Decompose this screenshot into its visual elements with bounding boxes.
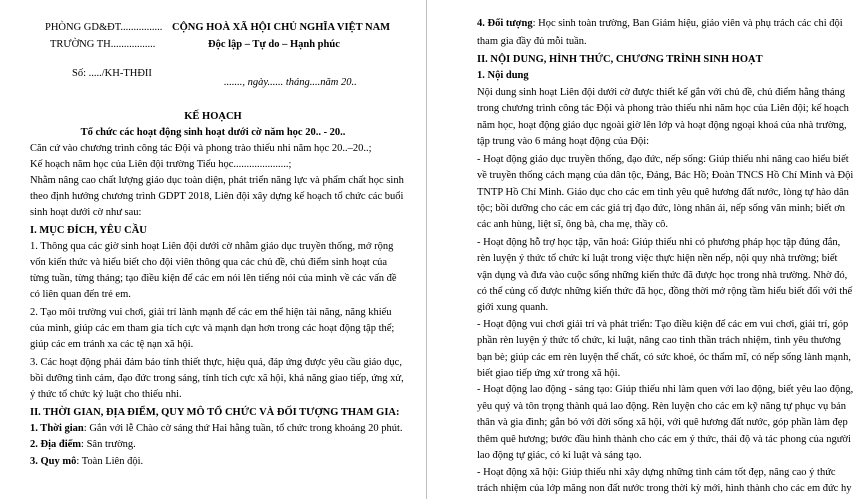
body-line: yêu quý và tôn trọng thành quả lao động. Rèn luyện cho các em kỹ năng tự phục vụ bản: [477, 401, 847, 412]
body-line: từng tuần, từng tháng; tạo điều kiện để các em nói lên tiếng nói của mình về các vấn đề: [30, 273, 397, 284]
body-line: bạn bè; giúp các em rèn luyện thể chất, có sức khoẻ, óc thẩm mĩ, có nếp sống lành mạnh,: [477, 352, 851, 363]
section-heading: I. MỤC ĐÍCH, YÊU CẦU: [30, 225, 147, 236]
document-number: Số: ...../KH-THĐII: [72, 68, 152, 79]
section-heading: II. NỘI DUNG, HÌNH THỨC, CHƯƠNG TRÌNH SINH HOẠT: [477, 54, 763, 65]
body-line: - Hoạt động xã hội: Giúp thiếu nhi xây dựng những tình cảm tốt đẹp, nâng cao ý thức: [477, 467, 836, 478]
detail-text: : Toàn Liên đội.: [76, 456, 144, 467]
detail-label: 2. Địa điểm: [30, 439, 82, 450]
detail-line: [477, 17, 849, 30]
body-line: ý thức tổ chức kỷ luật cho thiếu nhi.: [30, 389, 182, 400]
body-line: của mình, giúp các em tham gia tích cực và mạnh dạn hơn trong các hoạt động tập thể;: [30, 323, 395, 334]
body-line: bồi dưỡng tình cảm, đạo đức trong sáng, tính tích cực xã hội, khả năng giao tiếp, ứng xử,: [30, 373, 404, 384]
intro-line: sinh hoạt dưới cờ như sau:: [30, 207, 142, 218]
body-line: giúp các em tránh xa các tệ nạn xã hội.: [30, 339, 194, 350]
body-line: - Hoạt động vui chơi giải trí và phát triển: Tạo điều kiện để các em vui chơi, giải trí, góp: [477, 319, 849, 330]
nation-motto: Độc lập – Tự do – Hạnh phúc: [208, 39, 340, 50]
detail-text: : Gắn với lễ Chào cờ sáng thứ Hai hằng tuần, tổ chức trong khoảng 20 phút.: [83, 423, 403, 434]
detail-text: : Sân trường.: [81, 439, 136, 450]
body-line: rèn luyện ý thức tổ chức kỉ luật trong việc thực hiện nền nếp, nội quy nhà trường; biết: [477, 253, 838, 264]
body-line: có thể củng cố được những kiến thức đã học, đồng thời mở rộng tầm hiểu biết đối với thế: [477, 286, 853, 297]
intro-line: Kế hoạch năm học của Liên đội trường Tiểu học.....................;: [30, 159, 292, 170]
body-line: giới xung quanh.: [477, 302, 549, 313]
left-page: [0, 0, 426, 499]
body-line: năm học, hoạt động giáo dục ngoài giờ lên lớp và hoạt động ngoại khoá của nhà trường,: [477, 120, 847, 131]
body-line: - Hoạt động hỗ trợ học tập, văn hoá: Giúp thiếu nhi có phương pháp học tập đúng đắn,: [477, 237, 841, 248]
body-line: vốn kiến thức và hiểu biết cho đội viên thông qua các chủ đề, chủ điểm sinh hoạt của: [30, 257, 388, 268]
body-line: - Hoạt động lao động - sáng tạo: Giúp thiếu nhi làm quen với lao động, biết yêu lao động,: [477, 384, 853, 395]
body-line: tham gia đầy đủ mỗi tuần.: [477, 36, 587, 47]
body-line: 3. Các hoạt động phải đảm bảo tính thiết thực, hiệu quả, đáp ứng được yêu cầu giáo dục,: [30, 357, 402, 368]
document-date: ......., ngày...... tháng....năm 20..: [224, 77, 357, 88]
body-line: Nội dung sinh hoạt Liên đội dưới cờ được thiết kế gắn với chủ đề, chủ điểm hằng tháng: [477, 87, 846, 98]
intro-line: Nhằm nâng cao chất lượng giáo dục toàn diện, phát triển năng lực và phẩm chất học sinh: [30, 175, 404, 186]
body-line: trách nhiệm của lớp măng non đất nước trong thời kỳ mới, hình thành cho các em đức hy: [477, 483, 852, 494]
body-line: TNTP Hồ Chí Minh. Giáo dục cho các em tình yêu quê hương đất nước, lòng tự hào dân: [477, 187, 849, 198]
body-line: lao động tự giác, có kỉ luật và sáng tạo.: [477, 450, 642, 461]
body-line: 2. Tạo môi trường vui chơi, giải trí lành mạnh để các em thể hiện tài năng, năng khiếu: [30, 307, 392, 318]
body-line: vận dụng và đưa vào cuộc sống những kiến thức đã được học trong nhà trường. Nhờ đó,: [477, 270, 848, 281]
body-line: các anh hùng, liệt sĩ, ông bà, cha mẹ, thầy cô.: [477, 219, 668, 230]
body-line: tộc; bồi dưỡng cho các em các giá trị đạo đức, lòng nhân ái, nếp sống văn minh; biết ơn: [477, 203, 846, 214]
body-line: 1. Thông qua các giờ sinh hoạt Liên đội dưới cờ nhằm giáo dục truyền thống, mở rộng: [30, 241, 394, 252]
intro-line: theo định hướng chương trình GDPT 2018, Liên đội xây dựng kế hoạch tổ chức các buổi: [30, 191, 404, 202]
body-line: tập trung vào 6 mảng hoạt động của Đội:: [477, 136, 650, 147]
body-line: thân và gia đình; gắn bó với đời sống xã hội, với quê hương đất nước, góp phần làm đẹp: [477, 417, 848, 428]
detail-line: [30, 438, 414, 451]
detail-line: [30, 422, 414, 435]
intro-line: Căn cứ vào chương trình công tác Đội và phong trào thiếu nhi năm học 20..–20..;: [30, 143, 372, 154]
subsection-heading: 1. Nội dung: [477, 70, 529, 81]
detail-label: 3. Quy mô: [30, 456, 77, 467]
body-line: có liên quan đến trẻ em.: [30, 289, 131, 300]
detail-text: : Học sinh toàn trường, Ban Giám hiệu, giáo viên và phụ trách các chi đội: [532, 18, 843, 29]
school-name: TRƯỜNG TH.................: [50, 39, 156, 50]
body-line: - Hoạt động giáo dục truyền thống, đạo đức, nếp sống: Giúp thiếu nhi nâng cao hiểu biết: [477, 154, 849, 165]
detail-line: [30, 455, 414, 468]
detail-label: 4. Đối tượng: [477, 18, 533, 29]
body-line: về truyền thống cách mạng của dân tộc, Đảng, Bác Hồ; Đoàn TNCS Hồ Chí Minh và Đội: [477, 170, 853, 181]
right-page: [427, 0, 853, 499]
section-heading: II. THỜI GIAN, ĐỊA ĐIỂM, QUY MÔ TỔ CHỨC VÀ ĐỐI TƯỢNG THAM GIA:: [30, 407, 400, 418]
plan-subtitle: Tổ chức các hoạt động sinh hoạt dưới cờ năm học 20.. - 20..: [80, 127, 346, 138]
plan-title: KẾ HOẠCH: [184, 111, 242, 122]
body-line: trong chương trình công tác Đội và phong trào thiếu nhi năm học của Liên đội; kế hoạch: [477, 103, 849, 114]
body-line: biết giao tiếp ứng xử trong xã hội.: [477, 368, 621, 379]
detail-label: 1. Thời gian: [30, 423, 84, 434]
nation-title: CỘNG HOÀ XÃ HỘI CHỦ NGHĨA VIỆT NAM: [172, 22, 391, 33]
department-name: PHÒNG GD&ĐT................: [45, 22, 163, 33]
body-line: thêm quê hương; bước đầu hình thành cho các em ý thức, thái độ và tác phong của người: [477, 434, 851, 445]
body-line: phần rèn luyện ý thức tổ chức, kỉ luật, nâng cao tinh thần trách nhiệm, tình yêu thương: [477, 335, 841, 346]
